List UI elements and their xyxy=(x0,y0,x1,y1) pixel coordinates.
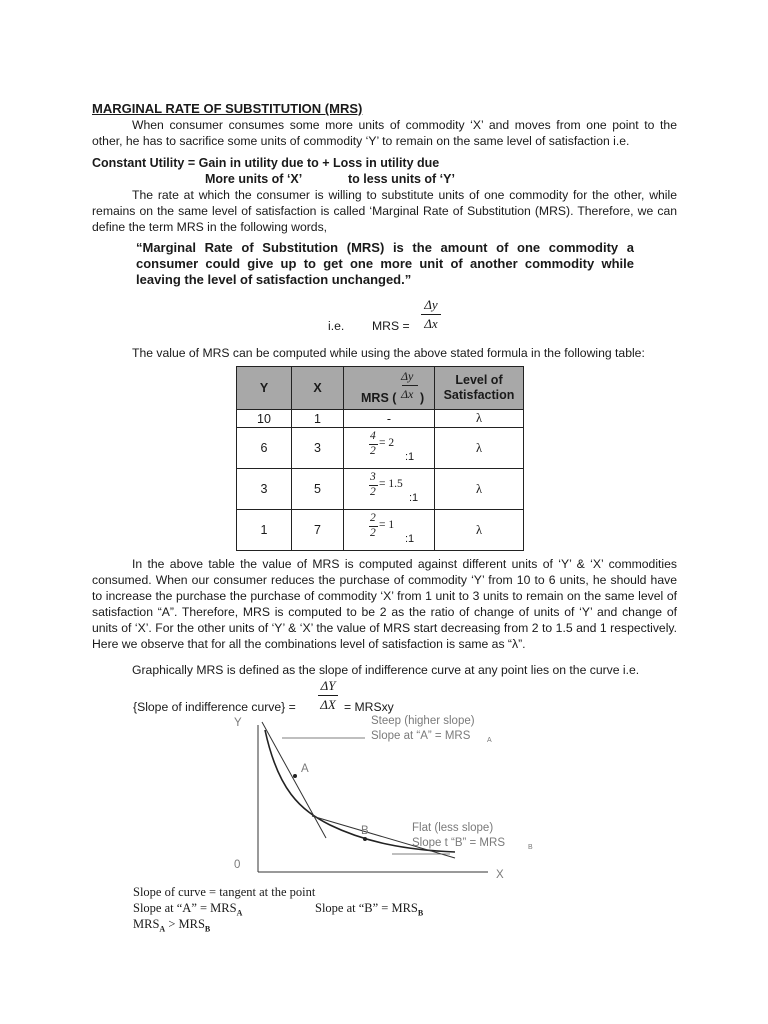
cell-y: 3 xyxy=(237,469,292,510)
slope-a-label: Slope at “A” = MRS xyxy=(371,730,471,742)
cell-mrs: - xyxy=(344,410,435,428)
mrs-header-den: Δx xyxy=(401,387,414,401)
intro-paragraph: When consumer consumes some more units of commodity ‘X’ and moves from one point to the other, he has to sacrifice some units of commodity ‘Y’ to remain on the same level of satisfaction i.e. xyxy=(92,118,677,148)
point-a-marker xyxy=(293,774,297,778)
cell-x: 1 xyxy=(292,410,344,428)
point-b-marker xyxy=(363,837,367,841)
tangent-at-a xyxy=(262,722,326,838)
mrs-den: 2 xyxy=(370,445,376,457)
mrs-ratio: :1 xyxy=(409,492,419,504)
slope-a-sub: A xyxy=(487,737,492,744)
mrs-ratio: :1 xyxy=(405,451,415,463)
slope-formula-right: = MRSxy xyxy=(344,700,394,714)
cell-x: 3 xyxy=(292,428,344,469)
col-header-x: X xyxy=(292,367,344,410)
mrs-num: 2 xyxy=(370,512,376,524)
graph-intro-paragraph: Graphically MRS is defined as the slope of indifference curve at any point lies on the curve i.e. xyxy=(132,663,640,677)
table-explanation-paragraph: In the above table the value of MRS is computed against different units of ‘Y’ & ‘X’ commodities consumed. When our consumer reduces the purchase of commodity ‘Y’ from 10 to 6 units, he should have to increase the purchase the purchase of commodity ‘X’ from 1 unit to 3 units to remain on the same level of satisfaction “A”. Therefore, MRS is computed to be 2 as the ratio of change of units of ‘Y’ and change of units of ‘X’. For the other units of ‘Y’ & ‘X’ the value of MRS start decreasing from 2 to 1.5 and 1 respectively. Here we observe that for all the combinations level of satisfaction is same as “λ”. xyxy=(92,557,677,651)
x-axis-label: X xyxy=(496,869,504,881)
cell-y: 10 xyxy=(237,410,292,428)
cell-level: λ xyxy=(435,469,524,510)
mrs-den: 2 xyxy=(370,486,376,498)
mrs-num: 4 xyxy=(370,430,376,442)
steep-label: Steep (higher slope) xyxy=(371,715,475,727)
mrs-header-num: Δy xyxy=(401,369,414,383)
cell-x: 7 xyxy=(292,510,344,551)
constant-utility-loss: to less units of ‘Y’ xyxy=(348,172,455,186)
slope-b-label: Slope t “B” = MRS xyxy=(412,837,505,849)
slope-b-sub: B xyxy=(528,844,533,851)
flat-label: Flat (less slope) xyxy=(412,822,494,834)
bottom-line-2a: Slope at “A” = $MRS_A$ xyxy=(133,901,243,918)
point-b-label: B xyxy=(361,825,369,837)
mrs-num: 3 xyxy=(370,471,376,483)
mrs-value: = 1 xyxy=(379,519,395,531)
bottom-line-1: Slope of curve = tangent at the point xyxy=(133,885,316,899)
point-a-label: A xyxy=(301,763,309,775)
constant-utility-gain: More units of ‘X’ xyxy=(205,172,303,186)
mrs-ratio: :1 xyxy=(405,533,415,545)
bottom-line-2b: Slope at “B” = $MRS_B$ xyxy=(315,901,424,918)
page-heading: MARGINAL RATE OF SUBSTITUTION (MRS) xyxy=(92,101,363,116)
mrs-value: = 1.5 xyxy=(379,478,403,490)
mrs-header-close: ) xyxy=(420,391,425,405)
mrs-quote: “Marginal Rate of Substitution (MRS) is the amount of one commodity a consumer could give up to get one more unit of another commodity while leaving the level of satisfaction unchanged.” xyxy=(136,240,634,287)
table-intro-paragraph: The value of MRS can be computed while using the above stated formula in the following table: xyxy=(132,346,645,360)
mrs-value: = 2 xyxy=(379,437,395,449)
formula-denominator: Δx xyxy=(424,316,438,331)
cell-y: 6 xyxy=(237,428,292,469)
mrs-header-label: MRS ( xyxy=(361,391,397,405)
constant-utility-line1: Constant Utility = Gain in utility due to + Loss in utility due xyxy=(92,156,440,170)
col-header-y: Y xyxy=(237,367,292,410)
bottom-line-3: $MRS_A > MRS_B$ xyxy=(133,917,211,934)
axes xyxy=(258,725,488,872)
cell-level: λ xyxy=(435,410,524,428)
mrs-den: 2 xyxy=(370,527,376,539)
formula-numerator: Δy xyxy=(424,297,438,312)
cell-x: 5 xyxy=(292,469,344,510)
slope-formula-num: ΔY xyxy=(320,678,336,693)
cell-level: λ xyxy=(435,428,524,469)
col-header-level: Level of Satisfaction xyxy=(435,367,524,410)
cell-level: λ xyxy=(435,510,524,551)
slope-formula-den: ΔX xyxy=(320,697,336,712)
y-axis-label: Y xyxy=(234,717,242,729)
cell-y: 1 xyxy=(237,510,292,551)
mrs-definition-paragraph: The rate at which the consumer is willing to substitute units of one commodity for the other, while remains on the same level of satisfaction is called ‘Marginal Rate of Substitution (MRS). Therefore, we can define the term MRS in the following words, xyxy=(92,188,677,234)
slope-formula-left: {Slope of indifference curve} = xyxy=(133,700,296,714)
origin-label: 0 xyxy=(234,859,241,871)
formula-mrs: MRS = xyxy=(372,319,410,333)
formula-ie: i.e. xyxy=(328,319,345,333)
